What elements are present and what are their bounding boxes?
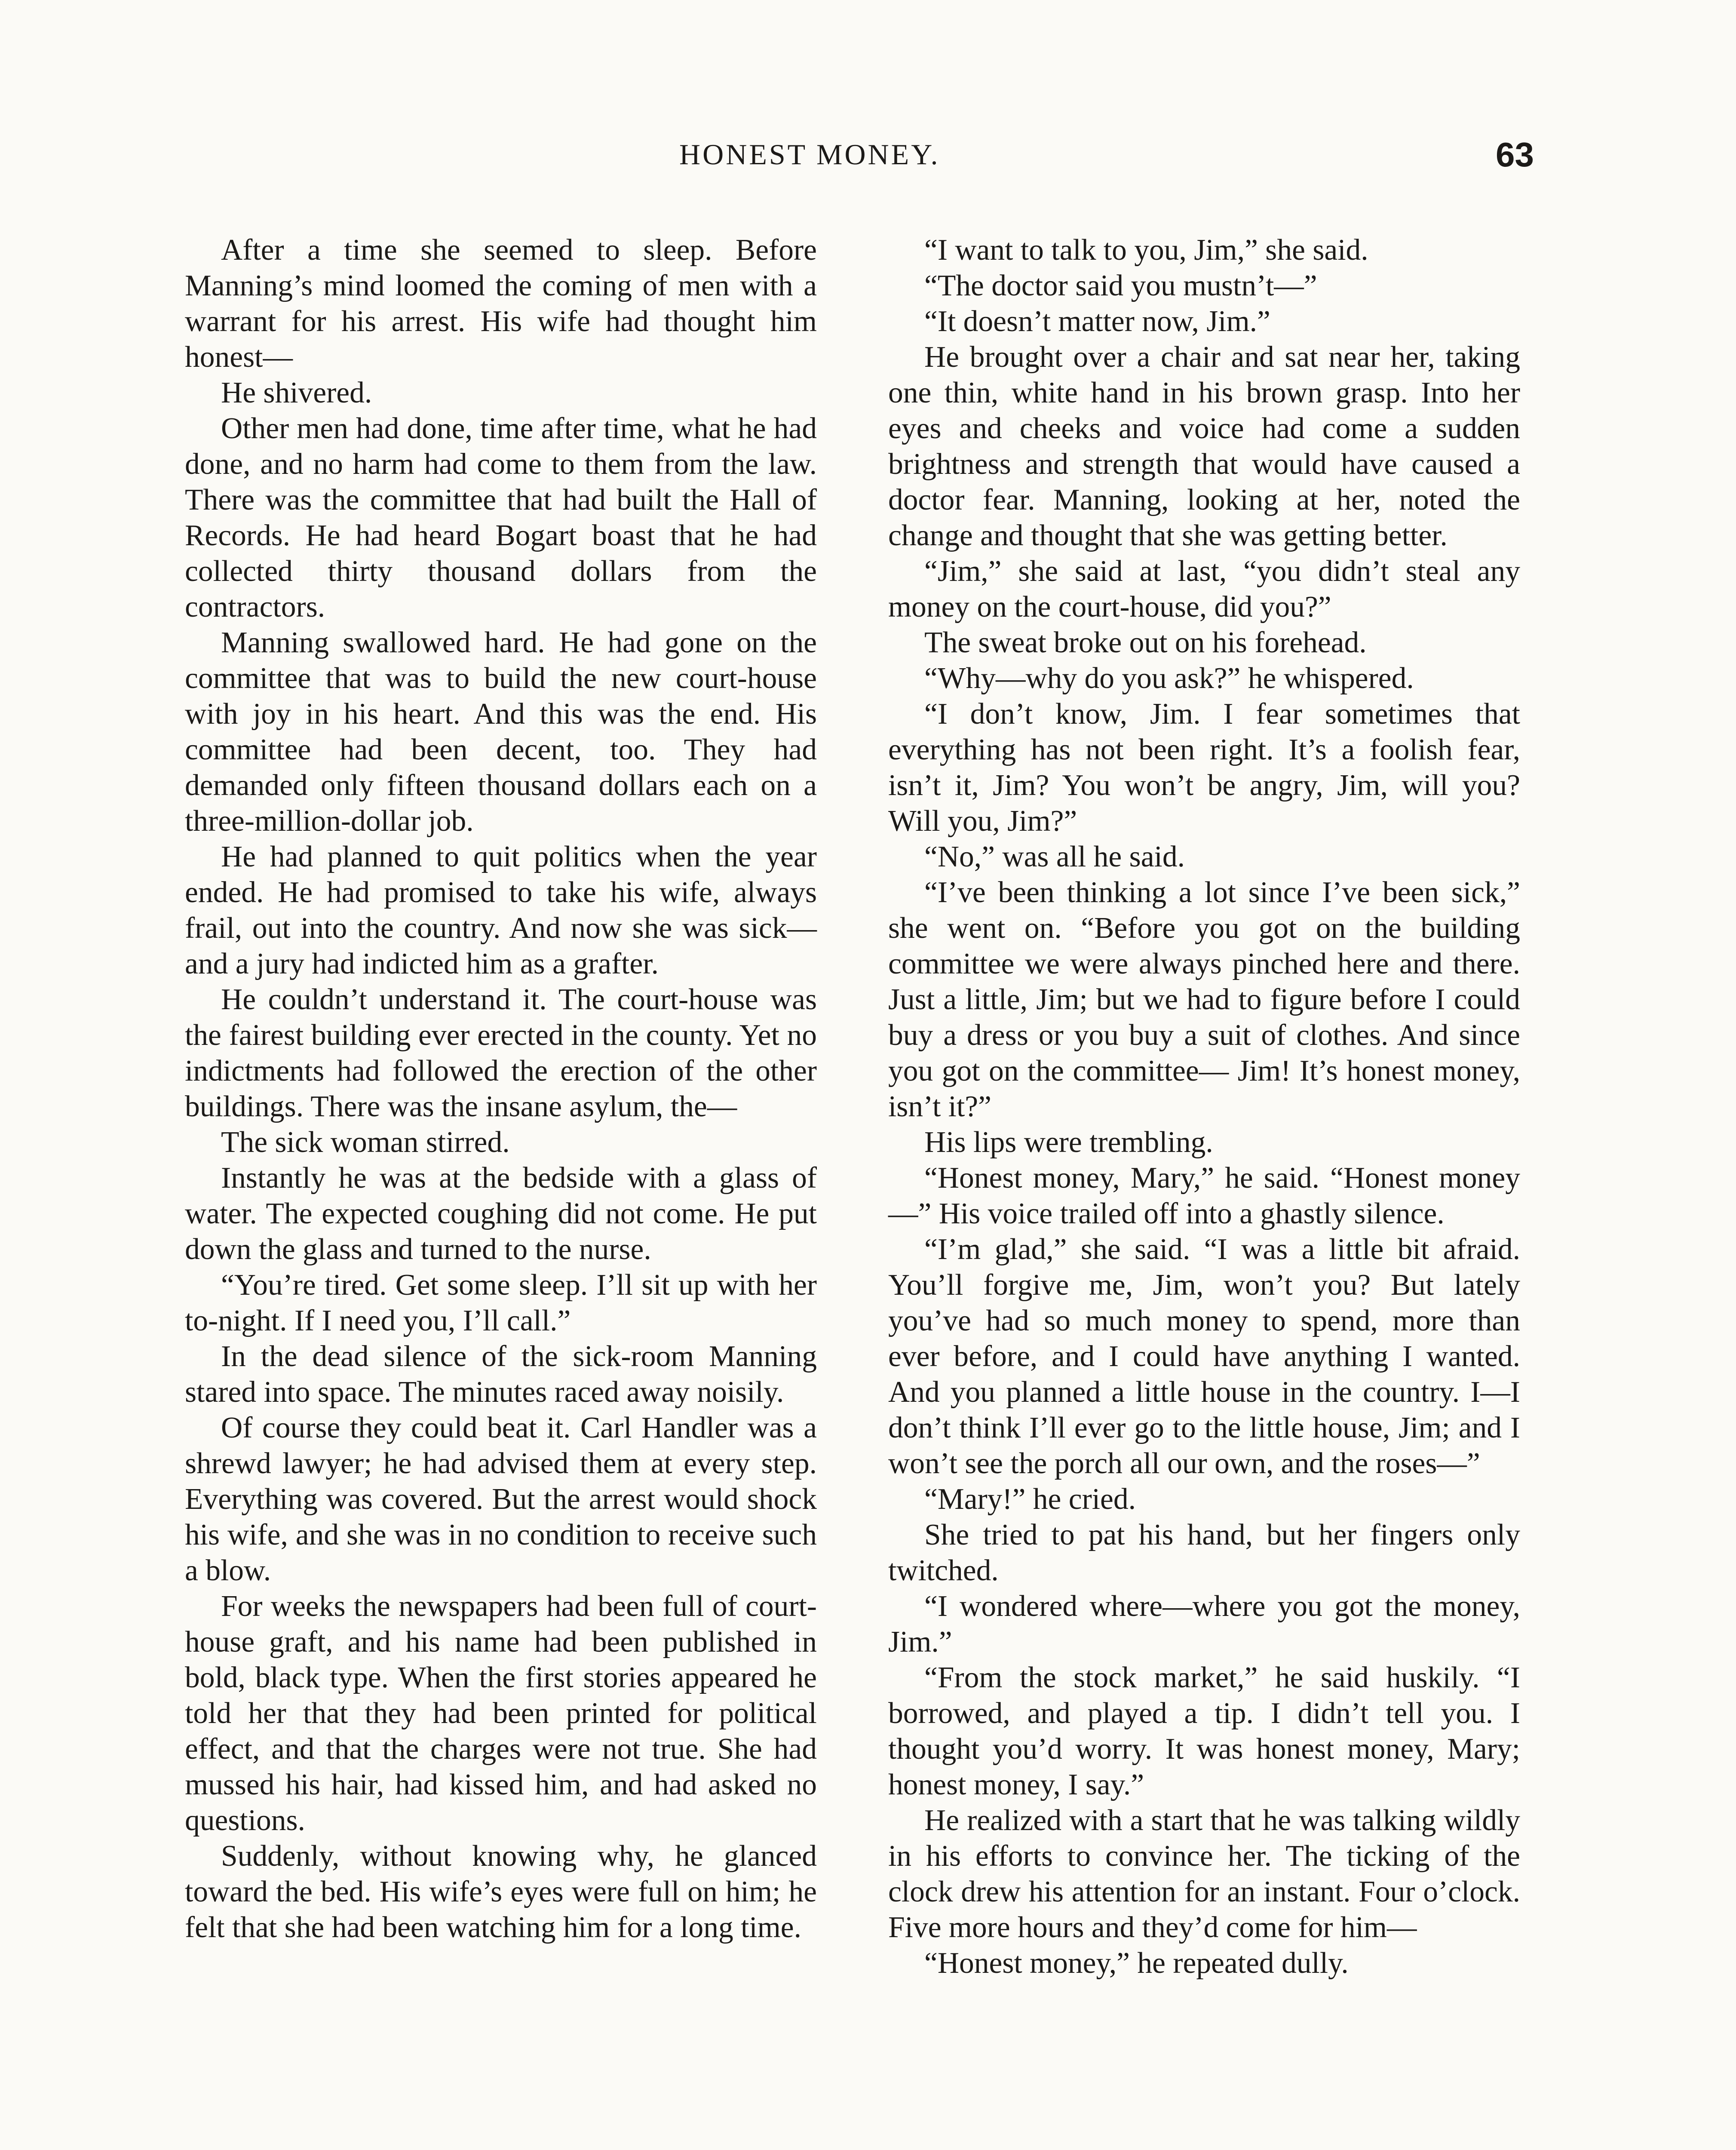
paragraph: After a time she seemed to sleep. Before Manning’s mind loomed the coming of men with a warrant for his arrest. His wife had thought him honest— xyxy=(185,233,817,374)
paragraph: “I’m glad,” she said. “I was a little bit afraid. You’ll forgive me, Jim, won’t you? But lately you’ve had so much money to spend, more than ever before, and I could have anything I wanted. And you planned a little house in the country. I—I don’t think I’ll ever go to the little house, Jim; and I won’t see the porch all our own, and the roses—” xyxy=(888,1233,1520,1480)
paragraph: He had planned to quit politics when the year ended. He had promised to take his wife, always frail, out into the country. And now she was sick—and a jury had indicted him as a grafter. xyxy=(185,840,817,980)
running-title: HONEST MONEY. xyxy=(679,138,940,171)
paragraph: Instantly he was at the bedside with a glass of water. The expected coughing did not come. He put down the glass and turned to the nurse. xyxy=(185,1161,817,1266)
paragraph: Other men had done, time after time, what he had done, and no harm had come to them from the law. There was the committee that had built the Hall of Records. He had heard Bogart boast that he had collected thirty thousand dollars from the contractors. xyxy=(185,412,817,624)
paragraph: “Why—why do you ask?” he whispered. xyxy=(924,662,1414,695)
paragraph: “Mary!” he cried. xyxy=(924,1483,1136,1516)
page-number: 63 xyxy=(1496,135,1534,174)
paragraph: He brought over a chair and sat near her, taking one thin, white hand in his brown grasp. Into her eyes and cheeks and voice had come a sudden brightness and strength that would have caused a doctor fear. Manning, looking at her, noted the change and thought that she was getting better. xyxy=(888,341,1520,552)
paragraph: His lips were trembling. xyxy=(924,1126,1213,1159)
running-head xyxy=(0,135,1736,189)
paragraph: For weeks the newspapers had been full of court-house graft, and his name had been published in bold, black type. When the first stories appeared he told her that they had been printed for political effect, and that the charges were not true. She had mussed his hair, had kissed him, and had asked no questions. xyxy=(185,1590,817,1837)
paragraph: The sick woman stirred. xyxy=(221,1126,510,1159)
right-column xyxy=(888,232,1520,1981)
paragraph: “It doesn’t matter now, Jim.” xyxy=(924,305,1270,338)
paragraph: “No,” was all he said. xyxy=(924,840,1185,873)
paragraph: “From the stock market,” he said huskily. “I borrowed, and played a tip. I didn’t tell you. I thought you’d worry. It was honest money, Mary; honest money, I say.” xyxy=(888,1661,1520,1801)
paragraph: He couldn’t understand it. The court-house was the fairest building ever erected in the county. Yet no indictments had followed the erection of the other buildings. There was the insane asylum, the— xyxy=(185,983,817,1123)
paragraph: “I don’t know, Jim. I fear sometimes that everything has not been right. It’s a foolish fear, isn’t it, Jim? You won’t be angry, Jim, will you? Will you, Jim?” xyxy=(888,697,1520,838)
paragraph: “The doctor said you mustn’t—” xyxy=(924,269,1317,302)
paragraph: Manning swallowed hard. He had gone on the committee that was to build the new court-house with joy in his heart. And this was the end. His committee had been decent, too. They had demanded only fifteen thousand dollars each on a three-million-dollar job. xyxy=(185,626,817,838)
paragraph: Suddenly, without knowing why, he glanced toward the bed. His wife’s eyes were full on him; he felt that she had been watching him for a long time. xyxy=(185,1840,817,1944)
paragraph: “I’ve been thinking a lot since I’ve been sick,” she went on. “Before you got on the building committee we were always pinched here and there. Just a little, Jim; but we had to figure before I could buy a dress or you buy a suit of clothes. And since you got on the committee— Jim! It’s honest money, isn’t it?” xyxy=(888,876,1520,1123)
paragraph: “Honest money, Mary,” he said. “Honest money—” His voice trailed off into a ghastly silence. xyxy=(888,1161,1520,1230)
paragraph: He shivered. xyxy=(221,376,372,409)
paragraph: “I want to talk to you, Jim,” she said. xyxy=(924,233,1368,267)
paragraph: Of course they could beat it. Carl Handler was a shrewd lawyer; he had advised them at every step. Everything was covered. But the arrest would shock his wife, and she was in no condition to receive such a blow. xyxy=(185,1411,817,1587)
paragraph: “Honest money,” he repeated dully. xyxy=(924,1947,1349,1980)
paragraph: “You’re tired. Get some sleep. I’ll sit up with her to-night. If I need you, I’ll call.” xyxy=(185,1268,817,1337)
left-column xyxy=(185,232,817,1945)
paragraph: She tried to pat his hand, but her fingers only twitched. xyxy=(888,1518,1520,1587)
paragraph: In the dead silence of the sick-room Manning stared into space. The minutes raced away noisily. xyxy=(185,1340,817,1409)
paragraph: The sweat broke out on his forehead. xyxy=(924,626,1367,659)
paragraph: “I wondered where—where you got the money, Jim.” xyxy=(888,1590,1520,1659)
paragraph: “Jim,” she said at last, “you didn’t steal any money on the court-house, did you?” xyxy=(888,555,1520,624)
paragraph: He realized with a start that he was talking wildly in his efforts to convince her. The ticking of the clock drew his attention for an instant. Four o’clock. Five more hours and they’d come for him— xyxy=(888,1804,1520,1944)
